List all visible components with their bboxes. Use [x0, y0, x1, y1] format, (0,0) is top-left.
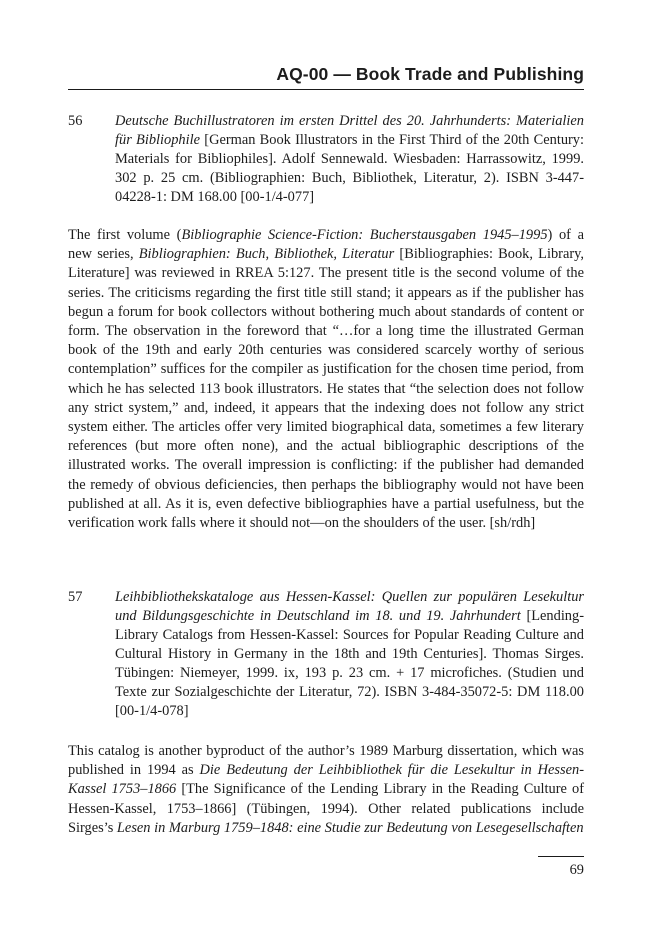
citation-details: [Lending-Library Catalogs from Hessen-Kassel: Sources for Popular Reading Culture and Cultural History in Germany in the 18th and 19th Centuries]. Thomas Sirges. Tübingen: Niemeyer, 1999. ix, 193 p. 23 cm. + 17 microfiches. (Studien und Texte zur Sozialgeschichte der Literatur, 72). ISBN 3-484-35072-5: DM 118.00 [00-1/4-078]	[115, 608, 584, 719]
running-header	[68, 64, 584, 90]
review-paragraph	[68, 226, 584, 533]
review-italic-title: Bibliographie Science-Fiction: Bucherstausgaben 1945–1995	[181, 227, 548, 243]
review-text: This catalog is another byproduct of the author’s 1989 Marburg dissertation, which was published in 1994 as	[68, 743, 584, 779]
review-italic-title: Die Bedeutung der Leihbibliothek für die Lesekultur in Hessen-Kassel 1753–1866	[68, 762, 584, 798]
review-text: ) of a new series,	[68, 227, 584, 263]
review-text: [The Significance of the Lending Library in the Reading Culture of Hessen-Kassel, 1753–1866] (Tübingen, 1994). Other related publications include Sirges’s	[68, 781, 584, 836]
entry-56-review	[68, 226, 584, 533]
entry-56-citation	[68, 112, 584, 207]
entry-57-citation	[68, 588, 584, 721]
entry-number: 56	[68, 113, 83, 129]
book-title: Deutsche Buchillustratoren im ersten Drittel des 20. Jahrhunderts: Materialien für Bibliophile	[115, 113, 584, 148]
book-title: Leihbibliothekskataloge aus Hessen-Kassel: Quellen zur populären Lesekultur und Bildungsgeschichte in Deutschland im 18. und 19. Jahrhundert	[115, 589, 584, 624]
citation-text	[115, 588, 584, 721]
review-italic-title: Lesen in Marburg 1759–1848: eine Studie zur Bedeutung von Lesegesellschaften	[116, 819, 584, 836]
review-paragraph	[68, 742, 584, 838]
page-number: 69	[569, 862, 584, 878]
entry-number: 57	[68, 589, 83, 605]
citation-details: [German Book Illustrators in the First Third of the 20th Century: Materials for Bibliophiles]. Adolf Sennewald. Wiesbaden: Harrassowitz, 1999. 302 p. 25 cm. (Bibliographien: Buch, Bibliothek, Literatur, 2). ISBN 3-447-04228-1: DM 168.00 [00-1/4-077]	[115, 132, 584, 205]
review-text: The first volume (	[68, 227, 182, 243]
footer-rule	[538, 856, 584, 857]
running-header-title: AQ-00 — Book Trade and Publishing	[276, 64, 584, 84]
citation-text	[115, 112, 584, 207]
review-italic-title: Bibliographien: Buch, Bibliothek, Literatur	[138, 246, 395, 263]
review-text: [Bibliographies: Book, Library, Literature] was reviewed in RREA 5:127. The present title is the second volume of the series. The criticisms regarding the first title still stand; it appears as if the publisher has begun a forum for book collectors without bothering much about standards of content or form. The observation in the foreword that “…for a long time the illustrated German book of the 19th and early 20th centuries was considered scarcely worthy of serious contemplation” suffices for the compiler as justification for the chosen time period, from which he has selected 113 book illustrators. He states that “the selection does not follow any strict system,” and, indeed, it appears that the indexing does not follow any strict system either. The articles offer very limited biographical data, sometimes a few literary references (but more often none), and the actual bibliographic descriptions of the illustrated works. The overall impression is conflicting: if the publisher had demanded the remedy of obvious deficiencies, then perhaps the bibliography would not have been published at all. As it is, even defective bibliographies have a partial usefulness, but the verification work falls where it should not—on the shoulders of the user. [sh/rdh]	[68, 246, 584, 532]
entry-57-review	[68, 742, 584, 838]
